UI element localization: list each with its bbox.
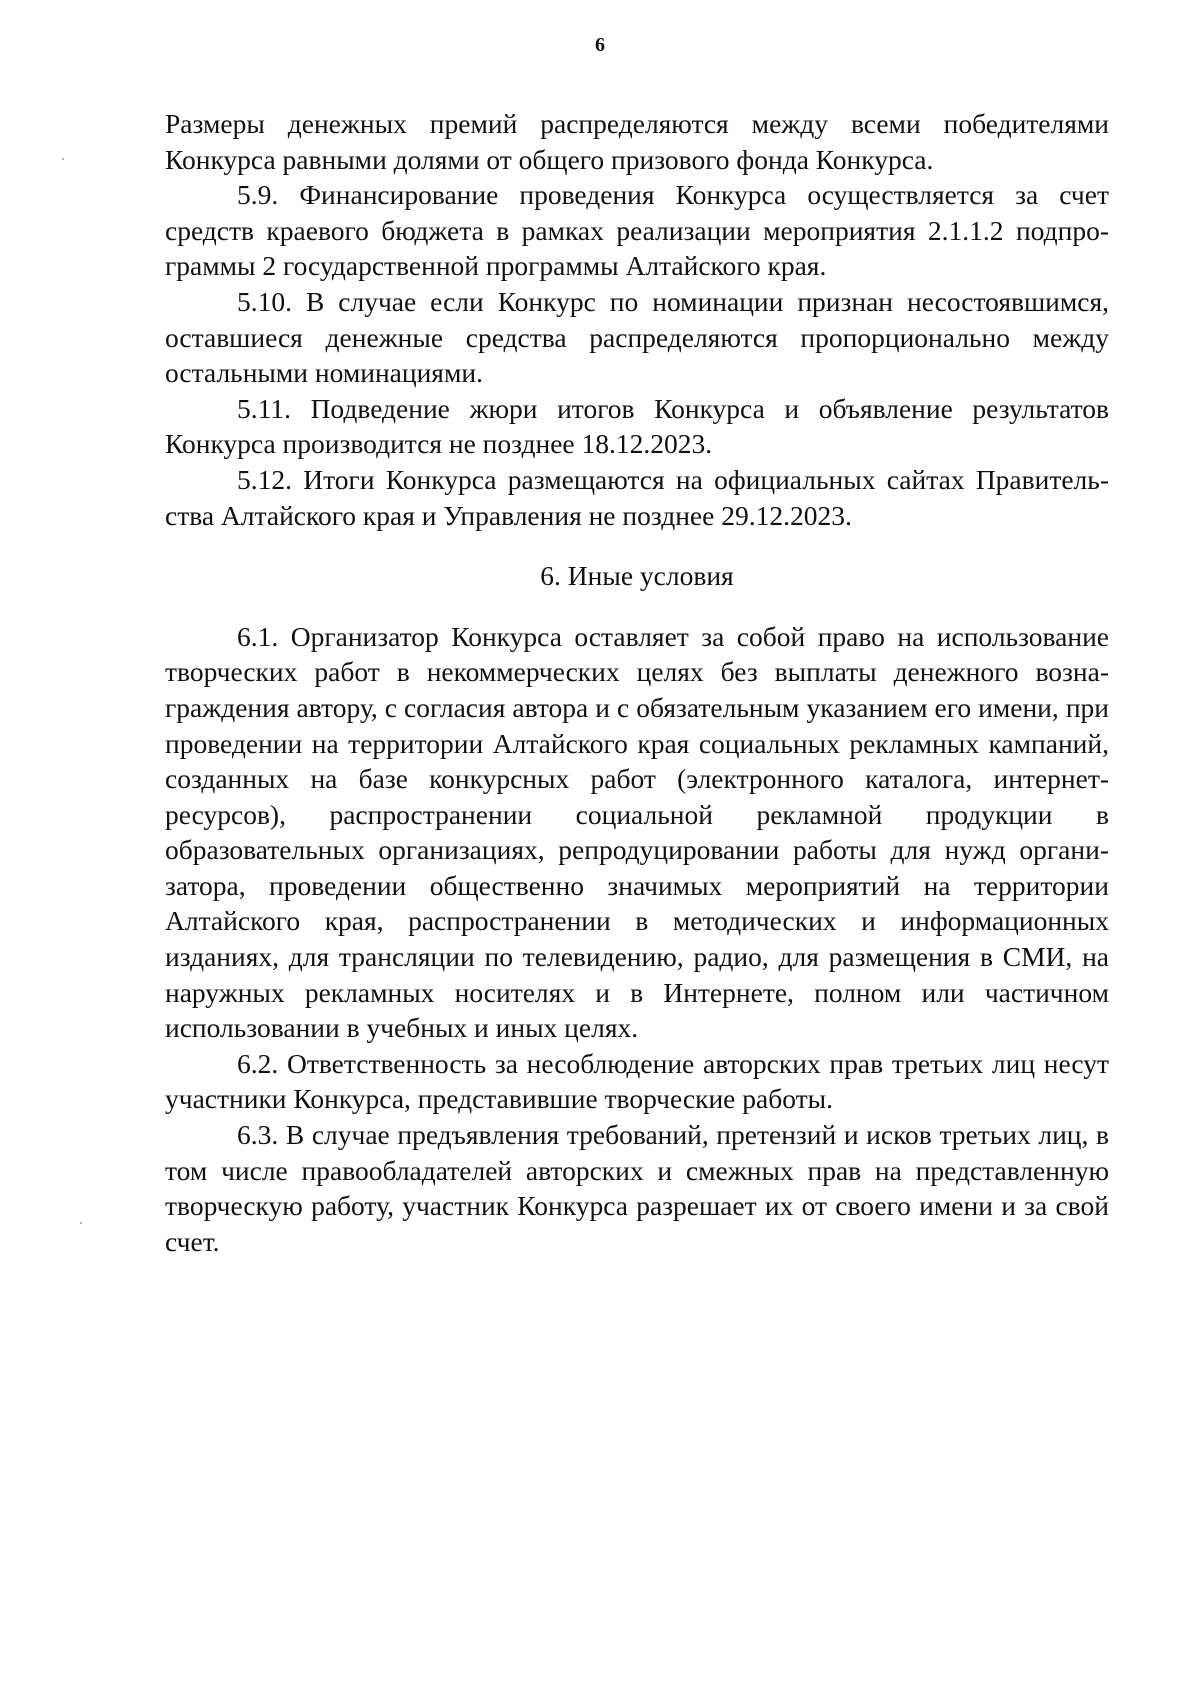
paragraph-5-12: 5.12. Итоги Конкурса размещаются на официальных сайтах Правительства Алтайского края и Управления не позднее 29.12.2023. [165, 463, 1109, 531]
paragraph-prize-distribution: Размеры денежных премий распределяются между всеми победителями Конкурса равными долями от общего призового фонда Конкурса. [165, 108, 1109, 175]
paragraph-5-9: 5.9. Финансирование проведения Конкурса осуществляется за счет средств краевого бюджета в рамках реализации мероприятия 2.1.1.2 подпрограммы 2 государственной программы Алтайского края. [165, 179, 1109, 282]
document-body [165, 106, 1109, 1259]
paragraph-6-2: 6.2. Ответственность за несоблюдение авторских прав третьих лиц несут участники Конкурса, представившие творческие работы. [165, 1047, 1109, 1115]
paragraph-6-3: 6.3. В случае предъявления требований, претензий и исков третьих лиц, в том числе правообладателей авторских и смежных прав на представленную творческую работу, участник Конкурса разрешает их от своего имени и за свой счет. [165, 1119, 1109, 1257]
paragraph-5-11: 5.11. Подведение жюри итогов Конкурса и объявление результатов Конкурса производится не позднее 18.12.2023. [165, 392, 1109, 460]
section-6-heading: 6. Иные условия [540, 560, 734, 592]
page-number: 6 [595, 34, 605, 56]
scan-speck [80, 1222, 82, 1224]
paragraph-5-10: 5.10. В случае если Конкурс по номинации признан несостоявшимся, оставшиеся денежные средства распределяются пропорционально между остальными номинациями. [165, 285, 1109, 389]
paragraph-6-1: 6.1. Организатор Конкурса оставляет за собой право на использование творческих работ в некоммерческих целях без выплаты денежного вознаграждения автору, с согласия автора и с обязательным указанием его имени, при проведении на территории Алтайского края социальных рекламных кампаний, созданных на базе конкурсных работ (электронного каталога, интернет-ресурсов), распространении социальной рекламной продукции в образовательных организациях, репродуцировании работы для нужд организатора, проведении общественно значимых мероприятий на территории Алтайского края, распространении в методических и информационных изданиях, для трансляции по телевидению, радио, для размещения в СМИ, на наружных рекламных носителях и в Интернете, полном или частичном использовании в учебных и иных целях. [165, 620, 1109, 1044]
scan-speck [62, 158, 64, 160]
